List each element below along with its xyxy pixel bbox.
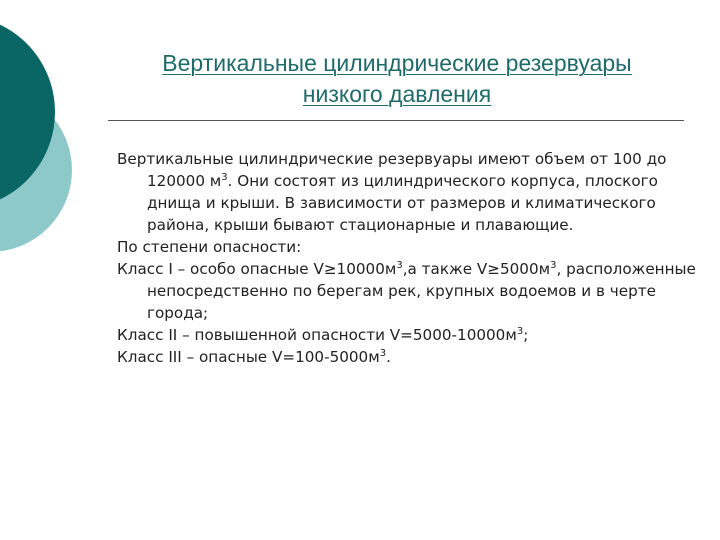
description-text: Вертикальные цилиндрические резервуары имеют объем от 100 до 120000 м (117, 150, 667, 190)
class-3-text-end: . (386, 348, 391, 366)
superscript: 3 (379, 348, 387, 359)
class-3-text: Класс III – опасные V=100-5000м (117, 348, 380, 366)
class-1-text-cont: ,а также V≥5000м (402, 260, 551, 278)
class-2-text-end: ; (523, 326, 529, 344)
superscript: 3 (516, 326, 524, 337)
slide-title (112, 48, 682, 110)
title-line-1: Вертикальные цилиндрические резервуары (162, 50, 632, 76)
title-line-2: низкого давления (302, 81, 492, 107)
paragraph-description (117, 148, 697, 236)
paragraph-class-2 (117, 324, 697, 346)
superscript: 3 (550, 260, 557, 271)
decorative-circles (0, 0, 100, 300)
danger-heading-text: По степени опасности: (117, 238, 302, 256)
paragraph-class-1 (117, 258, 697, 324)
description-text-cont: . Они состоят из цилиндрического корпуса, плоского днища и крыши. В зависимости от размеров и климатического района, крыши бывают стационарные и плавающие. (147, 172, 658, 234)
slide-body (117, 148, 697, 368)
superscript: 3 (221, 172, 228, 183)
superscript: 3 (396, 260, 403, 271)
paragraph-danger-heading (117, 236, 697, 258)
paragraph-class-3 (117, 346, 697, 368)
title-divider (108, 120, 684, 121)
class-2-text: Класс II – повышенной опасности V=5000-10000м (117, 326, 517, 344)
class-1-text: Класс I – особо опасные V≥10000м (117, 260, 397, 278)
class-1-text-end: , расположенные непосредственно по берегам рек, крупных водоемов и в черте города; (147, 260, 696, 322)
